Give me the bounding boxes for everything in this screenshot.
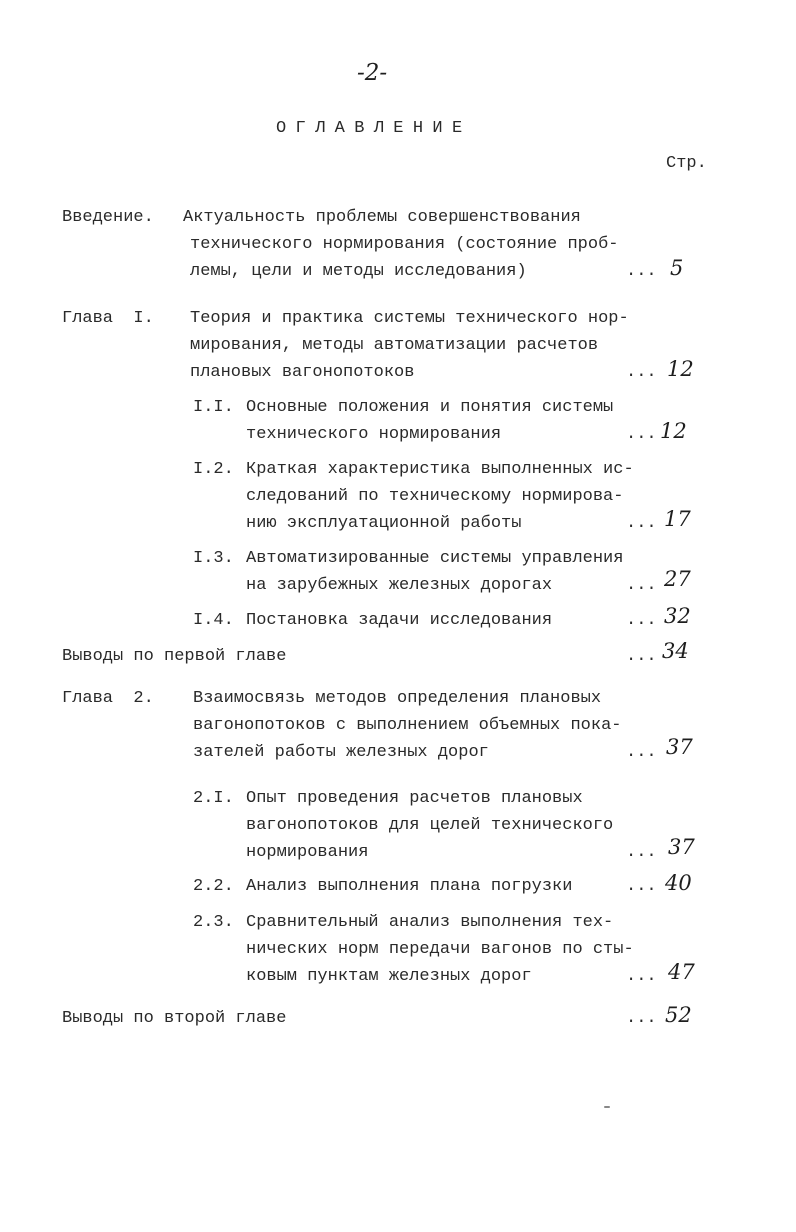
page-ref: 12 — [667, 357, 694, 381]
entry-text-line: технического нормирования — [246, 425, 502, 444]
page-ref: 40 — [665, 871, 692, 895]
page-ref: 52 — [665, 1003, 692, 1027]
entry-text-line: нию эксплуатационной работы — [246, 514, 522, 533]
entry-text-line: Основные положения и понятия системы — [246, 398, 614, 417]
section-number: I.4. — [193, 611, 234, 630]
dot-leader: ... — [626, 843, 657, 862]
entry-text-line: плановых вагонопотоков — [190, 363, 415, 382]
entry-text-line: зателей работы железных дорог — [193, 743, 489, 762]
section-number: I.I. — [193, 398, 234, 417]
entry-text-line: мирования, методы автоматизации расчетов — [190, 336, 599, 355]
dot-leader: ... — [626, 611, 657, 630]
entry-text-line: Краткая характеристика выполненных ис- — [246, 460, 634, 479]
entry-text-line: Теория и практика системы технического нор- — [190, 309, 629, 328]
section-number: 2.2. — [193, 877, 234, 896]
entry-text-line: следований по техническому нормирова- — [246, 487, 624, 506]
section-number: 2.I. — [193, 789, 234, 808]
entry-text-line: на зарубежных железных дорогах — [246, 576, 553, 595]
page-ref: 5 — [670, 256, 684, 280]
entry-text-line: вагонопотоков с выполнением объемных пока- — [193, 716, 622, 735]
page-number: -2- — [357, 60, 388, 86]
dot-leader: ... — [626, 877, 657, 896]
entry-text-line: Анализ выполнения плана погрузки — [246, 877, 573, 896]
entry-text-line: лемы, цели и методы исследования) — [190, 262, 527, 281]
entry-text-line: Постановка задачи исследования — [246, 611, 553, 630]
page-ref: 37 — [666, 735, 693, 759]
dot-leader: ... — [626, 514, 657, 533]
entry-text-line: Взаимосвязь методов определения плановых — [193, 689, 602, 708]
entry-text-line: технического нормирования (состояние проб- — [190, 235, 619, 254]
section-number: I.3. — [193, 549, 234, 568]
entry-text-line: Автоматизированные системы управления — [246, 549, 624, 568]
dot-leader: ... — [626, 1009, 657, 1028]
dot-leader: ... — [626, 363, 657, 382]
page-column-label: Стр. — [666, 154, 707, 173]
entry-text-line: нических норм передачи вагонов по сты- — [246, 940, 634, 959]
dot-leader: ... — [626, 967, 657, 986]
entry-label: Введение. — [62, 208, 154, 227]
page-ref: 34 — [662, 639, 689, 663]
entry-text-line: нормирования — [246, 843, 369, 862]
dot-leader: ... — [626, 262, 657, 281]
dot-leader: ... — [626, 576, 657, 595]
dot-leader: ... — [626, 743, 657, 762]
dot-leader: ... — [626, 647, 657, 666]
entry-label: Глава 2. — [62, 689, 154, 708]
scan-speck — [604, 1106, 610, 1108]
section-number: 2.3. — [193, 913, 234, 932]
section-number: I.2. — [193, 460, 234, 479]
entry-text-line: Сравнительный анализ выполнения тех- — [246, 913, 614, 932]
entry-text-line: Актуальность проблемы совершенствования — [183, 208, 581, 227]
page-ref: 32 — [664, 604, 691, 628]
entry-label: Глава I. — [62, 309, 154, 328]
page-title: ОГЛАВЛЕНИЕ — [276, 119, 472, 138]
entry-label: Выводы по второй главе — [62, 1009, 287, 1028]
page-ref: 47 — [668, 960, 695, 984]
page-ref: 12 — [660, 419, 687, 443]
entry-text-line: вагонопотоков для целей технического — [246, 816, 614, 835]
page-ref: 27 — [664, 567, 691, 591]
page-ref: 17 — [664, 507, 691, 531]
entry-label: Выводы по первой главе — [62, 647, 287, 666]
entry-text-line: Опыт проведения расчетов плановых — [246, 789, 583, 808]
page-ref: 37 — [668, 835, 695, 859]
dot-leader: ... — [626, 425, 657, 444]
entry-text-line: ковым пунктам железных дорог — [246, 967, 532, 986]
